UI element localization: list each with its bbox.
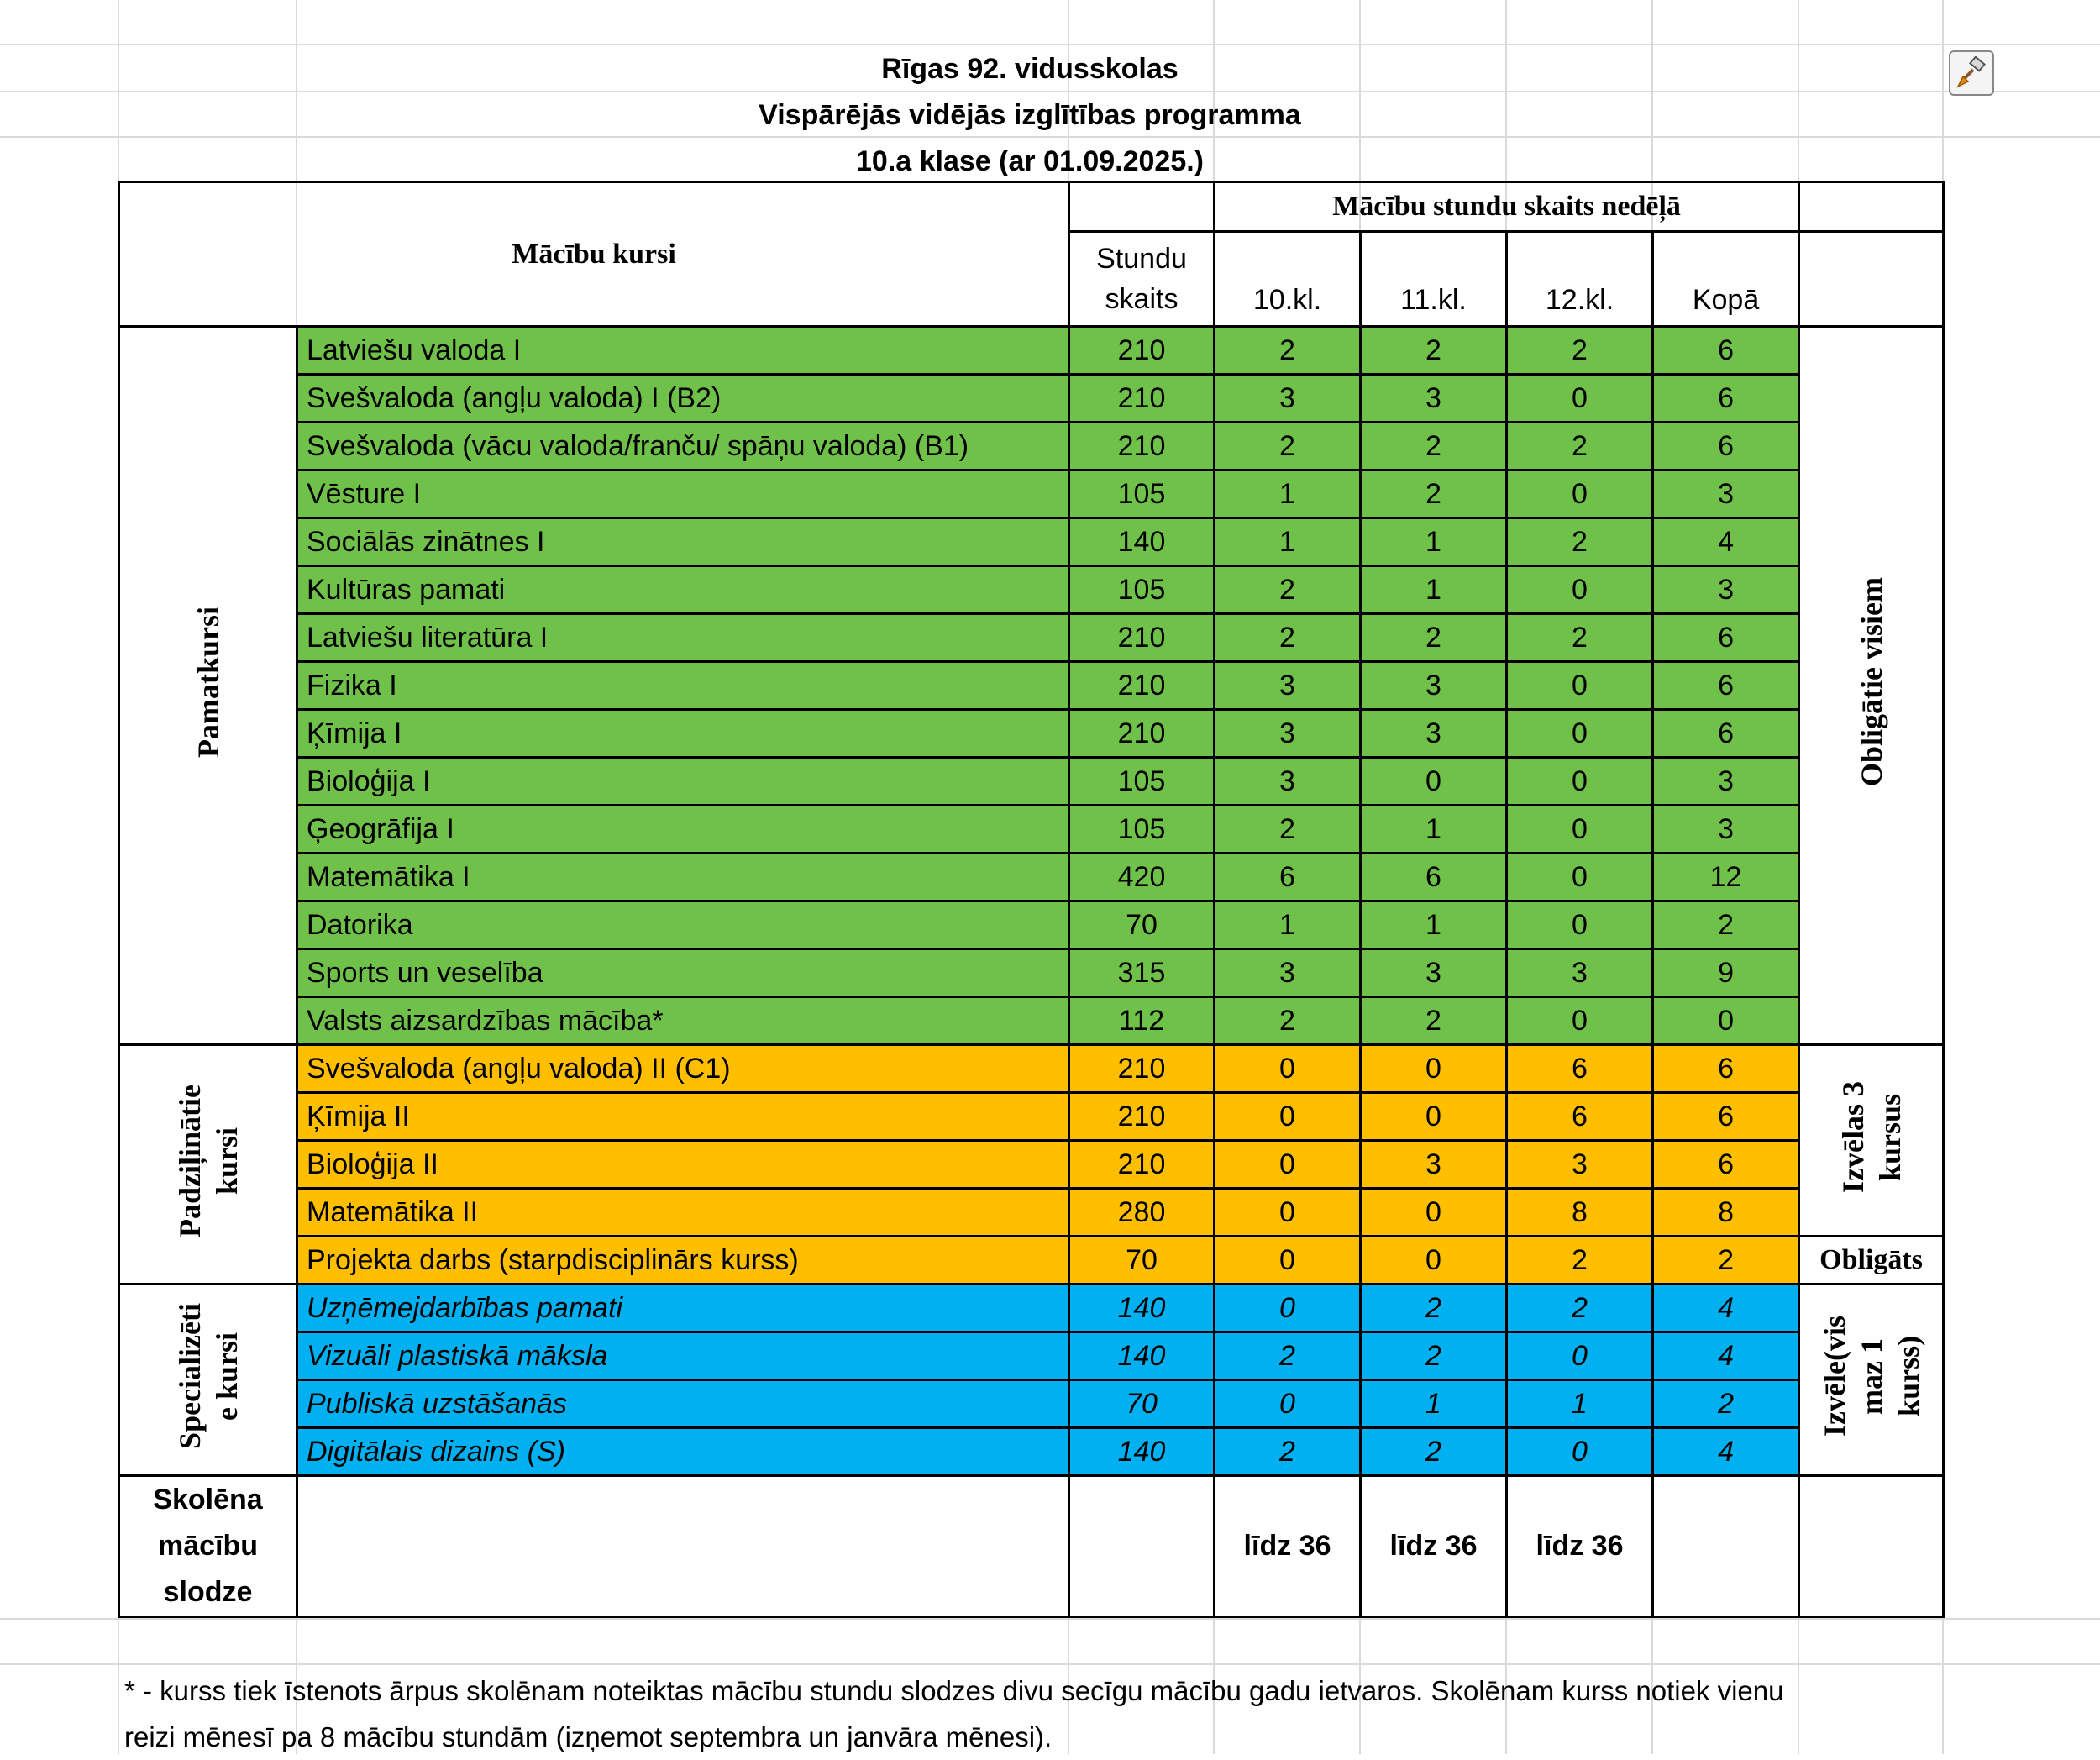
cell-g12: 0	[1507, 854, 1653, 901]
blank-header-cell	[1799, 182, 1944, 232]
footnote	[124, 1668, 1939, 1760]
footnote-line1: * - kurss tiek īstenots ārpus skolēnam noteiktas mācību stundu slodzes divu secīgu mācību gadu ietvaros. Skolēnam kurss notiek vienu	[124, 1675, 1784, 1706]
choose-three-label	[1799, 1045, 1944, 1237]
cell-g11: 1	[1361, 901, 1507, 949]
cell-g12: 0	[1507, 758, 1653, 806]
cell-g10: 2	[1215, 1428, 1361, 1476]
cell-g12: 0	[1507, 997, 1653, 1045]
table-row	[119, 423, 1944, 470]
course-name: Projekta darbs (starpdisciplinārs kurss)	[297, 1237, 1069, 1285]
cell-g11: 0	[1361, 1237, 1507, 1285]
hours-header-line1: Stundu	[1096, 243, 1187, 275]
cell-total: 0	[1653, 997, 1799, 1045]
cell-total: 4	[1653, 1285, 1799, 1332]
paintbrush-icon[interactable]	[1949, 50, 1994, 96]
course-name: Ģeogrāfija I	[297, 806, 1069, 854]
table-row	[119, 1045, 1944, 1093]
cell-g11: 0	[1361, 758, 1507, 806]
cell-total: 3	[1653, 758, 1799, 806]
cell-g10: 1	[1215, 518, 1361, 566]
course-name: Digitālais dizains (S)	[297, 1428, 1069, 1476]
choice-text-line: kurss)	[1891, 1335, 1925, 1417]
cell-total: 9	[1653, 949, 1799, 997]
cell-total: 12	[1653, 854, 1799, 901]
cell-hours: 210	[1069, 614, 1215, 662]
cell-hours: 105	[1069, 758, 1215, 806]
cell-hours: 280	[1069, 1189, 1215, 1237]
choice-text-line: Izvēle(vis	[1817, 1316, 1851, 1437]
cell-total: 3	[1653, 470, 1799, 518]
course-name: Kultūras pamati	[297, 566, 1069, 614]
cell-g10: 0	[1215, 1093, 1361, 1141]
cell-hours: 315	[1069, 949, 1215, 997]
group-advanced-text-line: kursi	[209, 1127, 244, 1195]
cell-total: 4	[1653, 518, 1799, 566]
cell-g12: 8	[1507, 1189, 1653, 1237]
hours-per-week-header: Mācību stundu skaits nedēļā	[1215, 182, 1799, 232]
cell-g10: 1	[1215, 901, 1361, 949]
cell-total: 6	[1653, 710, 1799, 758]
cell-hours: 70	[1069, 1380, 1215, 1428]
cell-hours: 210	[1069, 1093, 1215, 1141]
cell-hours: 70	[1069, 901, 1215, 949]
group-basic-text-line: Pamatkursi	[191, 606, 225, 758]
table-row	[119, 854, 1944, 901]
blank-header-cell	[1069, 182, 1215, 232]
cell-g12: 2	[1507, 1237, 1653, 1285]
cell-g10: 3	[1215, 375, 1361, 423]
cell-g11: 6	[1361, 854, 1507, 901]
course-name: Sociālās zinātnes I	[297, 518, 1069, 566]
cell-g10: 2	[1215, 327, 1361, 375]
mandatory-all-text-line: Obligātie visiem	[1854, 577, 1888, 786]
table-row	[119, 1093, 1944, 1141]
table-row	[119, 662, 1944, 710]
cell-g11: 3	[1361, 375, 1507, 423]
cell-g11: 1	[1361, 1380, 1507, 1428]
cell-g12: 6	[1507, 1093, 1653, 1141]
cell-hours: 105	[1069, 566, 1215, 614]
cell-total: 4	[1653, 1332, 1799, 1380]
blank-cell	[1799, 1476, 1944, 1617]
blank-cell	[1653, 1476, 1799, 1617]
cell-hours: 140	[1069, 1285, 1215, 1332]
course-name: Matemātika I	[297, 854, 1069, 901]
mandatory-all-label	[1799, 327, 1944, 1045]
cell-total: 2	[1653, 1237, 1799, 1285]
cell-hours: 140	[1069, 1428, 1215, 1476]
cell-total: 6	[1653, 1093, 1799, 1141]
cell-g12: 2	[1507, 518, 1653, 566]
cell-g10: 0	[1215, 1380, 1361, 1428]
cell-g12: 3	[1507, 949, 1653, 997]
course-name: Matemātika II	[297, 1189, 1069, 1237]
grade12-header: 12.kl.	[1507, 232, 1653, 327]
cell-total: 6	[1653, 614, 1799, 662]
cell-g12: 2	[1507, 1285, 1653, 1332]
table-row	[119, 710, 1944, 758]
table-row	[119, 1332, 1944, 1380]
course-name: Valsts aizsardzības mācība*	[297, 997, 1069, 1045]
cell-g10: 0	[1215, 1237, 1361, 1285]
course-name: Bioloģija I	[297, 758, 1069, 806]
class-title: 10.a klase (ar 01.09.2025.)	[856, 145, 1204, 177]
cell-g12: 3	[1507, 1141, 1653, 1189]
cell-g12: 2	[1507, 614, 1653, 662]
table-row	[119, 1141, 1944, 1189]
cell-g10: 0	[1215, 1045, 1361, 1093]
cell-g11: 2	[1361, 1285, 1507, 1332]
cell-g10: 3	[1215, 758, 1361, 806]
cell-hours: 210	[1069, 1141, 1215, 1189]
choice-text	[1816, 1316, 1927, 1437]
cell-g11: 3	[1361, 710, 1507, 758]
course-name: Datorika	[297, 901, 1069, 949]
cell-g11: 2	[1361, 997, 1507, 1045]
cell-g12: 0	[1507, 1332, 1653, 1380]
cell-total: 2	[1653, 901, 1799, 949]
table-row	[119, 518, 1944, 566]
cell-g11: 3	[1361, 949, 1507, 997]
group-label-special	[119, 1285, 297, 1476]
group-special-text-line: e kursi	[209, 1332, 244, 1421]
cell-g12: 0	[1507, 806, 1653, 854]
table-row	[119, 1380, 1944, 1428]
cell-total: 6	[1653, 1045, 1799, 1093]
group-special-text-line: Specializēti	[172, 1303, 207, 1449]
course-name: Svešvaloda (angļu valoda) II (C1)	[297, 1045, 1069, 1093]
cell-g10: 2	[1215, 423, 1361, 470]
cell-g11: 1	[1361, 518, 1507, 566]
course-name: Vizuāli plastiskā māksla	[297, 1332, 1069, 1380]
table-row	[119, 375, 1944, 423]
cell-g12: 2	[1507, 327, 1653, 375]
cell-hours: 140	[1069, 1332, 1215, 1380]
table-row	[119, 470, 1944, 518]
cell-g10: 2	[1215, 614, 1361, 662]
cell-g11: 0	[1361, 1045, 1507, 1093]
grade11-header: 11.kl.	[1361, 232, 1507, 327]
group-label-advanced	[119, 1045, 297, 1285]
table-row	[119, 997, 1944, 1045]
table-row	[119, 1428, 1944, 1476]
load-grade11: līdz 36	[1361, 1476, 1507, 1617]
table-row	[119, 566, 1944, 614]
total-header: Kopā	[1653, 232, 1799, 327]
choose-three-text-line: Izvēlas 3	[1835, 1080, 1870, 1193]
cell-hours: 140	[1069, 518, 1215, 566]
cell-total: 6	[1653, 423, 1799, 470]
cell-g12: 0	[1507, 662, 1653, 710]
blank-cell	[1069, 1476, 1215, 1617]
load-grade12: līdz 36	[1507, 1476, 1653, 1617]
hours-header-line2: skaits	[1105, 283, 1179, 315]
cell-g11: 2	[1361, 614, 1507, 662]
course-name: Svešvaloda (angļu valoda) I (B2)	[297, 375, 1069, 423]
student-load-line: mācību	[157, 1530, 259, 1562]
table-row	[119, 806, 1944, 854]
cell-g10: 2	[1215, 1332, 1361, 1380]
course-name: Latviešu valoda I	[297, 327, 1069, 375]
cell-hours: 112	[1069, 997, 1215, 1045]
cell-g11: 2	[1361, 423, 1507, 470]
cell-total: 6	[1653, 327, 1799, 375]
choice-label	[1799, 1285, 1944, 1476]
mandatory-label: Obligāts	[1799, 1237, 1944, 1285]
cell-g11: 1	[1361, 806, 1507, 854]
cell-g11: 0	[1361, 1093, 1507, 1141]
cell-hours: 210	[1069, 662, 1215, 710]
cell-total: 6	[1653, 662, 1799, 710]
cell-g12: 0	[1507, 1428, 1653, 1476]
cell-g12: 6	[1507, 1045, 1653, 1093]
document-titles	[118, 46, 1942, 185]
student-load-label	[119, 1476, 297, 1617]
course-name: Latviešu literatūra I	[297, 614, 1069, 662]
blank-header-cell	[1799, 232, 1944, 327]
cell-g10: 2	[1215, 806, 1361, 854]
group-basic-text	[190, 607, 227, 758]
course-name: Uzņēmejdarbības pamati	[297, 1285, 1069, 1332]
cell-hours: 210	[1069, 375, 1215, 423]
cell-g11: 3	[1361, 1141, 1507, 1189]
table-row	[119, 758, 1944, 806]
program-title: Vispārējās vidējās izglītības programma	[759, 99, 1301, 131]
cell-g12: 0	[1507, 710, 1653, 758]
cell-g10: 3	[1215, 710, 1361, 758]
table-row	[119, 1189, 1944, 1237]
cell-g12: 0	[1507, 375, 1653, 423]
cell-total: 2	[1653, 1380, 1799, 1428]
table-row	[119, 327, 1944, 375]
course-name: Svešvaloda (vācu valoda/franču/ spāņu valoda) (B1)	[297, 423, 1069, 470]
cell-g12: 2	[1507, 423, 1653, 470]
cell-g11: 0	[1361, 1189, 1507, 1237]
choose-three-text-line: kursus	[1872, 1092, 1907, 1181]
courses-header: Mācību kursi	[119, 182, 1069, 327]
student-load-line: slodze	[163, 1576, 253, 1608]
cell-g11: 2	[1361, 1428, 1507, 1476]
load-row	[119, 1476, 1944, 1617]
cell-g10: 1	[1215, 470, 1361, 518]
course-name: Publiskā uzstāšanās	[297, 1380, 1069, 1428]
curriculum-table	[118, 181, 1945, 1618]
cell-g10: 3	[1215, 949, 1361, 997]
cell-g12: 1	[1507, 1380, 1653, 1428]
group-label-basic	[119, 327, 297, 1045]
cell-hours: 210	[1069, 710, 1215, 758]
cell-g12: 0	[1507, 470, 1653, 518]
cell-total: 8	[1653, 1189, 1799, 1237]
course-name: Ķīmija II	[297, 1093, 1069, 1141]
table-row	[119, 901, 1944, 949]
course-name: Sports un veselība	[297, 949, 1069, 997]
course-name: Vēsture I	[297, 470, 1069, 518]
cell-g10: 2	[1215, 566, 1361, 614]
student-load-line: Skolēna	[153, 1484, 263, 1516]
blank-cell	[297, 1476, 1069, 1617]
load-grade10: līdz 36	[1215, 1476, 1361, 1617]
cell-total: 3	[1653, 566, 1799, 614]
mandatory-all-text	[1853, 577, 1890, 786]
cell-g11: 2	[1361, 1332, 1507, 1380]
cell-g12: 0	[1507, 566, 1653, 614]
cell-total: 3	[1653, 806, 1799, 854]
cell-hours: 70	[1069, 1237, 1215, 1285]
group-special-text	[171, 1303, 245, 1449]
cell-hours: 210	[1069, 423, 1215, 470]
group-advanced-text-line: Padziļinātie	[172, 1084, 207, 1237]
cell-g11: 1	[1361, 566, 1507, 614]
group-advanced-text	[171, 1085, 245, 1237]
course-name: Fizika I	[297, 662, 1069, 710]
grade10-header: 10.kl.	[1215, 232, 1361, 327]
footnote-line2: reizi mēnesī pa 8 mācību stundām (izņemot septembra un janvāra mēnesi).	[124, 1721, 1053, 1752]
hours-count-header	[1069, 232, 1215, 327]
cell-g11: 3	[1361, 662, 1507, 710]
cell-g11: 2	[1361, 327, 1507, 375]
cell-hours: 210	[1069, 1045, 1215, 1093]
cell-g10: 3	[1215, 662, 1361, 710]
table-row	[119, 1285, 1944, 1332]
cell-g10: 2	[1215, 997, 1361, 1045]
cell-hours: 210	[1069, 327, 1215, 375]
cell-g12: 0	[1507, 901, 1653, 949]
table-row	[119, 1237, 1944, 1285]
choose-three-text	[1835, 1081, 1908, 1193]
cell-hours: 420	[1069, 854, 1215, 901]
cell-g10: 6	[1215, 854, 1361, 901]
table-row	[119, 614, 1944, 662]
school-title: Rīgas 92. vidusskolas	[881, 53, 1179, 85]
course-name: Bioloģija II	[297, 1141, 1069, 1189]
cell-g10: 0	[1215, 1141, 1361, 1189]
cell-total: 6	[1653, 375, 1799, 423]
course-name: Ķīmija I	[297, 710, 1069, 758]
cell-total: 6	[1653, 1141, 1799, 1189]
cell-total: 4	[1653, 1428, 1799, 1476]
cell-g10: 0	[1215, 1189, 1361, 1237]
choice-text-line: maz 1	[1854, 1337, 1888, 1415]
table-row	[119, 949, 1944, 997]
cell-g11: 2	[1361, 470, 1507, 518]
cell-g10: 0	[1215, 1285, 1361, 1332]
cell-hours: 105	[1069, 806, 1215, 854]
cell-hours: 105	[1069, 470, 1215, 518]
